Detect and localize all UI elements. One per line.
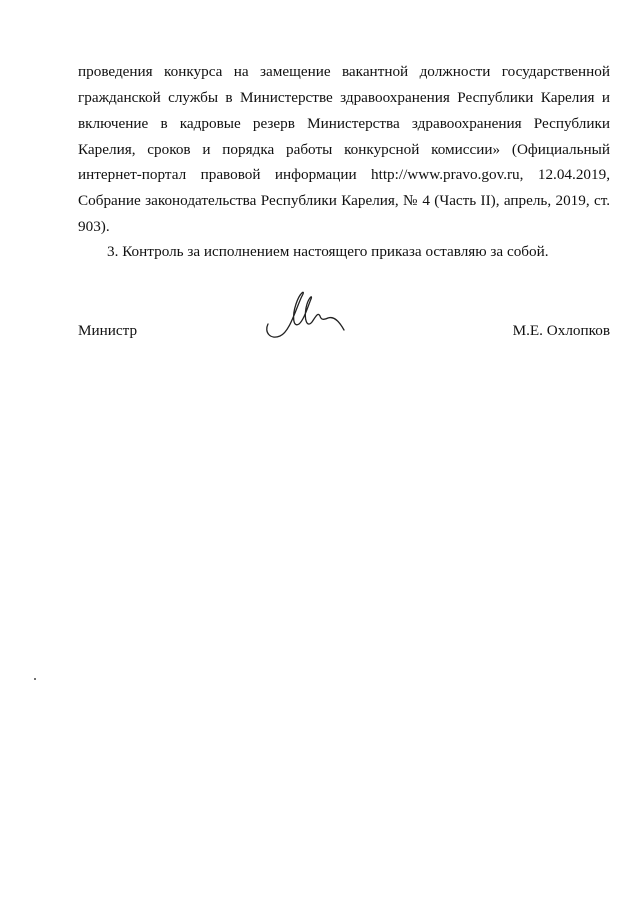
scan-speck: [34, 678, 36, 680]
body-line: 903).: [78, 218, 110, 235]
body-line: интернет-портал правовой информации http://www.pravo.gov.ru, 12.04.2019,: [78, 166, 610, 183]
paragraph-point-3: 3. Контроль за исполнением настоящего приказа оставляю за собой.: [107, 243, 549, 260]
signer-name: М.Е. Охлопков: [512, 322, 610, 339]
body-line: гражданской службы в Министерстве здравоохранения Республики Карелия и: [78, 89, 610, 106]
handwritten-signature: [262, 290, 346, 342]
signer-title: Министр: [78, 322, 138, 339]
body-line: Карелия, сроков и порядка работы конкурсной комиссии» (Официальный: [78, 141, 610, 158]
body-line: включение в кадровые резерв Министерства здравоохранения Республики: [78, 115, 610, 132]
body-line: проведения конкурса на замещение вакантной должности государственной: [78, 63, 610, 80]
body-line: Собрание законодательства Республики Карелия, № 4 (Часть II), апрель, 2019, ст.: [78, 192, 610, 209]
